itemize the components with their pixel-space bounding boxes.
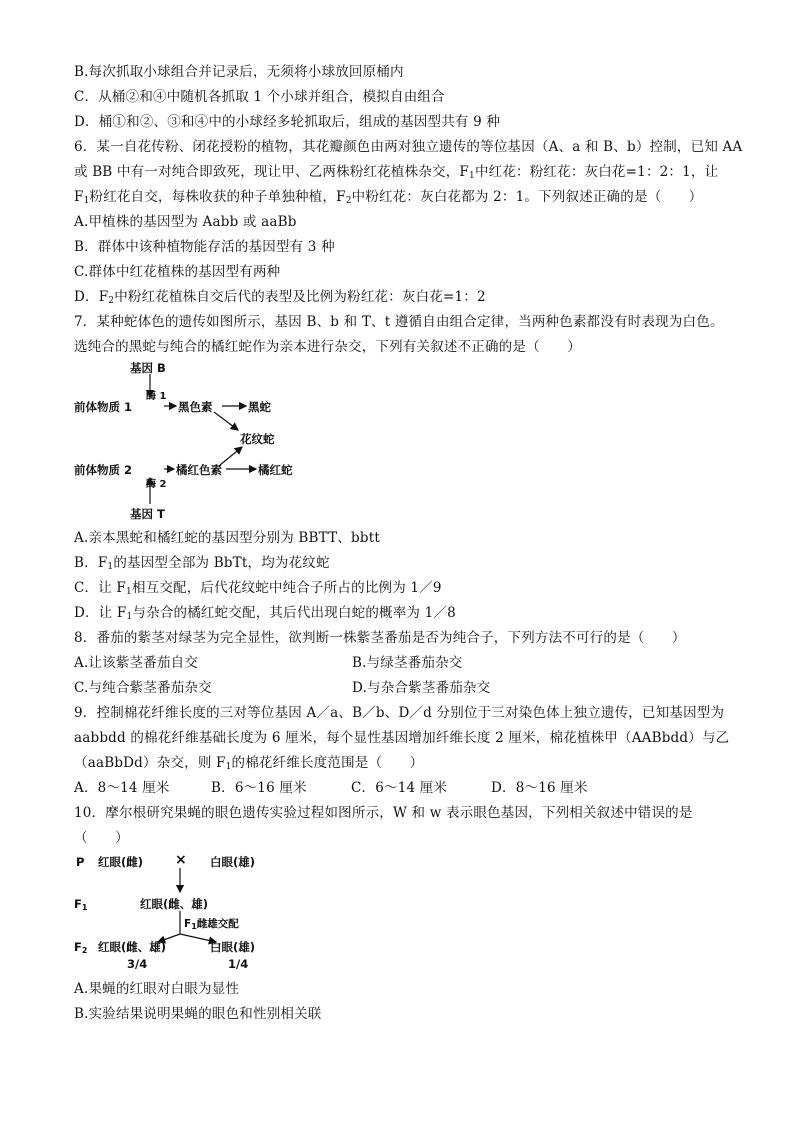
q8-option-b: B.与绿茎番茄杂交	[352, 655, 463, 671]
f1-red-eye: 红眼(雌、雄)	[140, 897, 209, 911]
q6-stem-line-3: $F_1$粉红花自交，每株收获的种子单独种植，$F_2$中粉红花：灰白花都为 2：1。下列叙述正确的是（ ）	[74, 189, 703, 206]
q9-option-d: D．8～16 厘米	[491, 780, 588, 796]
black-snake-label: 黑蛇	[248, 400, 271, 414]
f1-intercross-label: $F_1$雌雄交配	[184, 918, 239, 931]
pattern-snake-label: 花纹蛇	[240, 432, 275, 446]
q5-option-c: C．从桶②和④中随机各抓取 1 个小球并组合，模拟自由组合	[74, 89, 445, 105]
p-red-eye-female: 红眼(雌)	[98, 855, 144, 869]
q9-option-a: A．8～14 厘米	[74, 780, 170, 796]
q9-stem-line-3: （aaBbDd）杂交，则 $F_1$的棉花纤维长度范围是（ ）	[74, 755, 424, 772]
q8-option-a: A.让该紫茎番茄自交	[74, 655, 199, 671]
gene-b-label: 基因 B	[130, 361, 166, 375]
f2-white-ratio: 1/4	[228, 957, 249, 971]
q6-stem-line-2: 或 BB 中有一对纯合即致死，现让甲、乙两株粉红花植株杂交，$F_1$中红花：粉红花：灰白花=1：2：1，让	[74, 164, 719, 181]
q10-option-b: B.实验结果说明果蝇的眼色和性别相关联	[74, 1006, 322, 1022]
enzyme-1-label: 酶 1	[146, 391, 167, 402]
orange-pigment-label: 橘红色素	[176, 463, 222, 477]
enzyme-2-label: 酶 2	[146, 479, 167, 490]
q7-stem-line-1: 7．某种蛇体色的遗传如图所示，基因 B、b 和 T、t 遵循自由组合定律，当两种色素都没有时表现为白色。	[74, 314, 724, 330]
q5-option-d: D．桶①和②、③和④中的小球经多轮抓取后，组成的基因型共有 9 种	[74, 114, 501, 130]
q8-option-c: C.与纯合紫茎番茄杂交	[74, 680, 212, 696]
f1-generation-label: $F_1$	[74, 897, 88, 912]
q6-option-b: B．群体中该种植物能存活的基因型有 3 种	[74, 239, 335, 255]
f2-generation-label: $F_2$	[74, 940, 88, 955]
q10-option-a: A.果蝇的红眼对白眼为显性	[74, 981, 240, 997]
q5-option-b: B.每次抓取小球组合并记录后，无须将小球放回原桶内	[74, 64, 404, 80]
q7-option-d: D．让 $F_1$与杂合的橘红蛇交配，其后代出现白蛇的概率为 1／8	[74, 605, 456, 622]
q7-option-c: C．让 $F_1$相互交配，后代花纹蛇中纯合子所占的比例为 1／9	[74, 580, 442, 597]
f2-red-eye: 红眼(雌、雄)	[98, 940, 167, 954]
cross-symbol: ×	[175, 852, 187, 868]
orange-snake-label: 橘红蛇	[258, 463, 293, 477]
q9-stem-line-2: aabbdd 的棉花纤维基础长度为 6 厘米，每个显性基因增加纤维长度 2 厘米，棉花植株甲（AABbdd）与乙	[74, 730, 730, 746]
q9-option-c: C．6～14 厘米	[351, 780, 448, 796]
q7-option-a: A.亲本黑蛇和橘红蛇的基因型分别为 BBTT、bbtt	[74, 530, 380, 546]
q6-stem-line-1: 6．某一自花传粉、闭花授粉的植物，其花瓣颜色由两对独立遗传的等位基因（A、a 和 B、b）控制，已知 AA	[74, 139, 743, 155]
q7-stem-line-2: 选纯合的黑蛇与纯合的橘红蛇作为亲本进行杂交，下列有关叙述不正确的是（ ）	[74, 339, 581, 355]
q9-stem-line-1: 9．控制棉花纤维长度的三对等位基因 A／a、B／b、D／d 分别位于三对染色体上独立遗传，已知基因型为	[74, 705, 725, 721]
q10-stem-line-2: （ ）	[74, 830, 129, 846]
f2-red-ratio: 3/4	[127, 957, 148, 971]
q9-option-b: B．6～16 厘米	[211, 780, 307, 796]
p-generation-label: P	[76, 855, 85, 869]
q6-option-a: A.甲植株的基因型为 Aabb 或 aaBb	[74, 214, 297, 230]
black-pigment-label: 黑色素	[178, 400, 213, 414]
q6-option-c: C.群体中红花植株的基因型有两种	[74, 264, 281, 280]
q10-stem-line-1: 10．摩尔根研究果蝇的眼色遗传实验过程如图所示，W 和 w 表示眼色基因，下列相关叙述中错误的是	[74, 805, 693, 821]
q6-option-d: D．$F_2$中粉红花植株自交后代的表型及比例为粉红花：灰白花=1：2	[74, 289, 486, 306]
q7-option-b: B．$F_1$的基因型全部为 BbTt，均为花纹蛇	[74, 555, 330, 572]
q8-option-d: D.与杂合紫茎番茄杂交	[352, 680, 491, 696]
precursor-1-label: 前体物质 1	[74, 400, 133, 414]
precursor-2-label: 前体物质 2	[74, 463, 133, 477]
f2-white-eye: 白眼(雄)	[210, 940, 256, 954]
gene-t-label: 基因 T	[130, 507, 165, 521]
p-white-eye-male: 白眼(雄)	[210, 855, 256, 869]
q8-stem: 8．番茄的紫茎对绿茎为完全显性，欲判断一株紫茎番茄是否为纯合子，下列方法不可行的是（ ）	[74, 630, 686, 646]
